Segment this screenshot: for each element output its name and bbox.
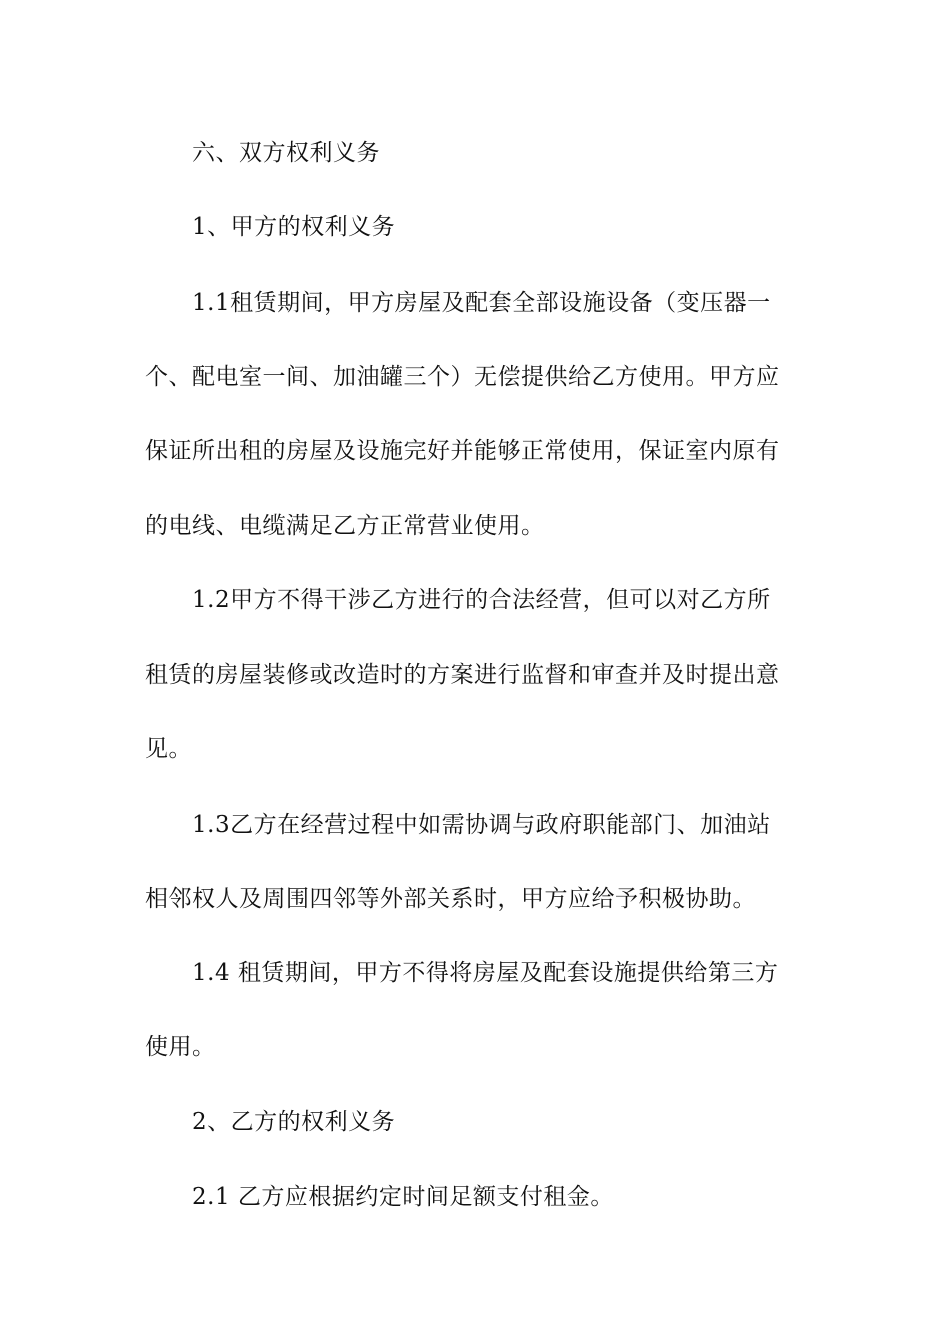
clause-1-2-line-3: 见。 [145,736,192,762]
clause-1-4-line-1: 1.4 租赁期间，甲方不得将房屋及配套设施提供给第三方 [192,960,779,986]
clause-1-2-line-2: 租赁的房屋装修或改造时的方案进行监督和审查并及时提出意 [145,662,780,688]
clause-1-1-line-4: 的电线、电缆满足乙方正常营业使用。 [145,513,545,539]
section-heading: 六、双方权利义务 [192,140,380,166]
clause-2-1-line-1: 2.1 乙方应根据约定时间足额支付租金。 [192,1184,614,1210]
clause-1-3-line-2: 相邻权人及周围四邻等外部关系时，甲方应给予积极协助。 [145,886,756,912]
subsection-heading-party-a: 1、甲方的权利义务 [192,214,396,240]
subsection-heading-party-b: 2、乙方的权利义务 [192,1109,396,1135]
clause-1-2-line-1: 1.2甲方不得干涉乙方进行的合法经营，但可以对乙方所 [192,587,771,613]
clause-1-1-line-2: 个、配电室一间、加油罐三个）无偿提供给乙方使用。甲方应 [145,364,780,390]
clause-1-4-line-2: 使用。 [145,1034,216,1060]
clause-1-1-line-3: 保证所出租的房屋及设施完好并能够正常使用，保证室内原有 [145,438,780,464]
clause-1-1-line-1: 1.1租赁期间，甲方房屋及配套全部设施设备（变压器一 [192,290,771,316]
clause-1-3-line-1: 1.3乙方在经营过程中如需协调与政府职能部门、加油站 [192,812,771,838]
